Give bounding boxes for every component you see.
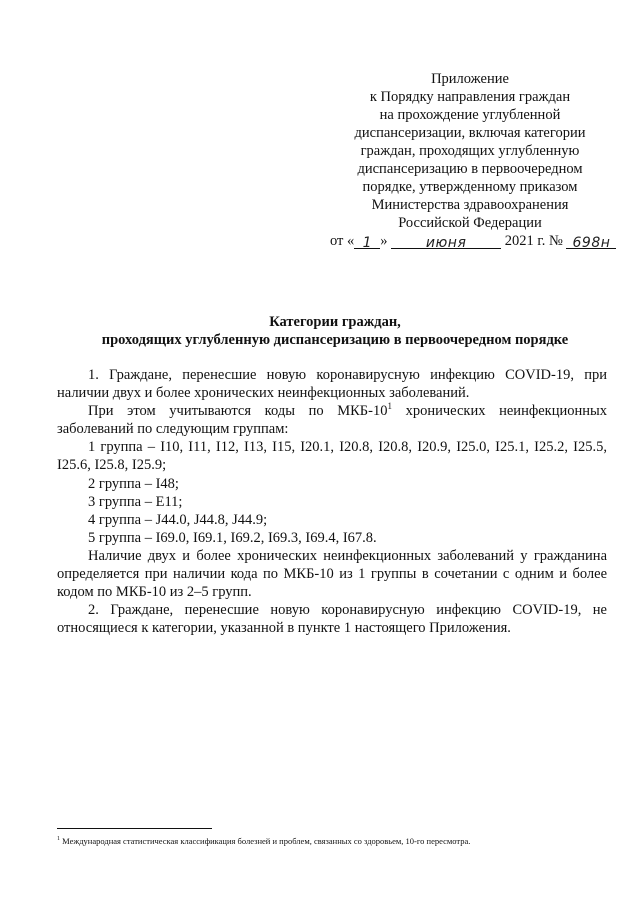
footnote-divider xyxy=(57,828,212,829)
appendix-line: диспансеризацию в первоочередном xyxy=(357,161,583,177)
group-item: 3 группа – E11; xyxy=(88,493,183,510)
footnote-mark: 1 xyxy=(57,836,60,843)
appendix-line: на прохождение углубленной xyxy=(379,107,561,123)
paragraph-2-text-cont: хронических неинфекционных заболеваний по следующим группам: xyxy=(57,403,607,438)
paragraph-3: Наличие двух и более хронических неинфекционных заболеваний у гражданина определяется при наличии кода по МКБ-10 из 1 группы в сочетании с одним и более кодом по МКБ-10 из 2–5 групп. xyxy=(57,547,607,601)
appendix-line: порядке, утвержденному приказом xyxy=(362,179,578,195)
footnote-ref: 1 xyxy=(387,401,392,412)
appendix-header xyxy=(330,70,610,250)
appendix-line: Российской Федерации xyxy=(398,215,542,231)
appendix-line: граждан, проходящих углубленную xyxy=(360,143,580,159)
handwritten-day: 1 xyxy=(362,235,372,251)
day-blank xyxy=(354,234,380,249)
document-body xyxy=(57,366,607,637)
group-item: 1 группа – I10, I11, I12, I13, I15, I20.1, I20.8, I20.8, I20.9, I25.0, I25.1, I25.2, I25.5, I25.6, I25.8, I25.9; xyxy=(57,439,607,474)
footnote xyxy=(57,836,617,847)
paragraph-4: 2. Граждане, перенесшие новую коронавирусную инфекцию COVID-19, не относящиеся к категории, указанной в пункте 1 настоящего Приложения. xyxy=(57,602,607,637)
handwritten-month: июня xyxy=(425,235,467,251)
appendix-line: диспансеризации, включая категории xyxy=(354,125,586,141)
group-item: 4 группа – J44.0, J44.8, J44.9; xyxy=(88,511,268,528)
title-line-2: проходящих углубленную диспансеризацию в первоочередном порядке xyxy=(101,332,569,348)
title-line-1: Категории граждан, xyxy=(269,314,401,330)
paragraph-2 xyxy=(57,402,607,438)
paragraph-1: 1. Граждане, перенесшие новую коронавирусную инфекцию COVID-19, при наличии двух и более хронических неинфекционных заболеваний. xyxy=(57,367,607,402)
paragraph-2-text: При этом учитываются коды по МКБ-10 xyxy=(88,403,388,420)
document-title xyxy=(60,313,610,349)
appendix-line: Министерства здравоохранения xyxy=(371,197,569,213)
group-item: 2 группа – I48; xyxy=(88,475,179,492)
appendix-line: Приложение xyxy=(431,71,509,87)
year-text: 2021 г. № xyxy=(504,233,563,249)
number-blank xyxy=(566,234,616,249)
group-item: 5 группа – I69.0, I69.1, I69.2, I69.3, I69.4, I67.8. xyxy=(88,529,377,546)
date-prefix: от « xyxy=(330,233,355,249)
month-blank xyxy=(391,234,501,249)
appendix-line: к Порядку направления граждан xyxy=(369,89,571,105)
handwritten-number: 698н xyxy=(572,235,611,251)
footnote-text: Международная статистическая классификация болезней и проблем, связанных со здоровьем, 10-го пересмотра. xyxy=(60,836,471,846)
order-date-line xyxy=(330,232,610,250)
date-mid: » xyxy=(380,233,388,249)
